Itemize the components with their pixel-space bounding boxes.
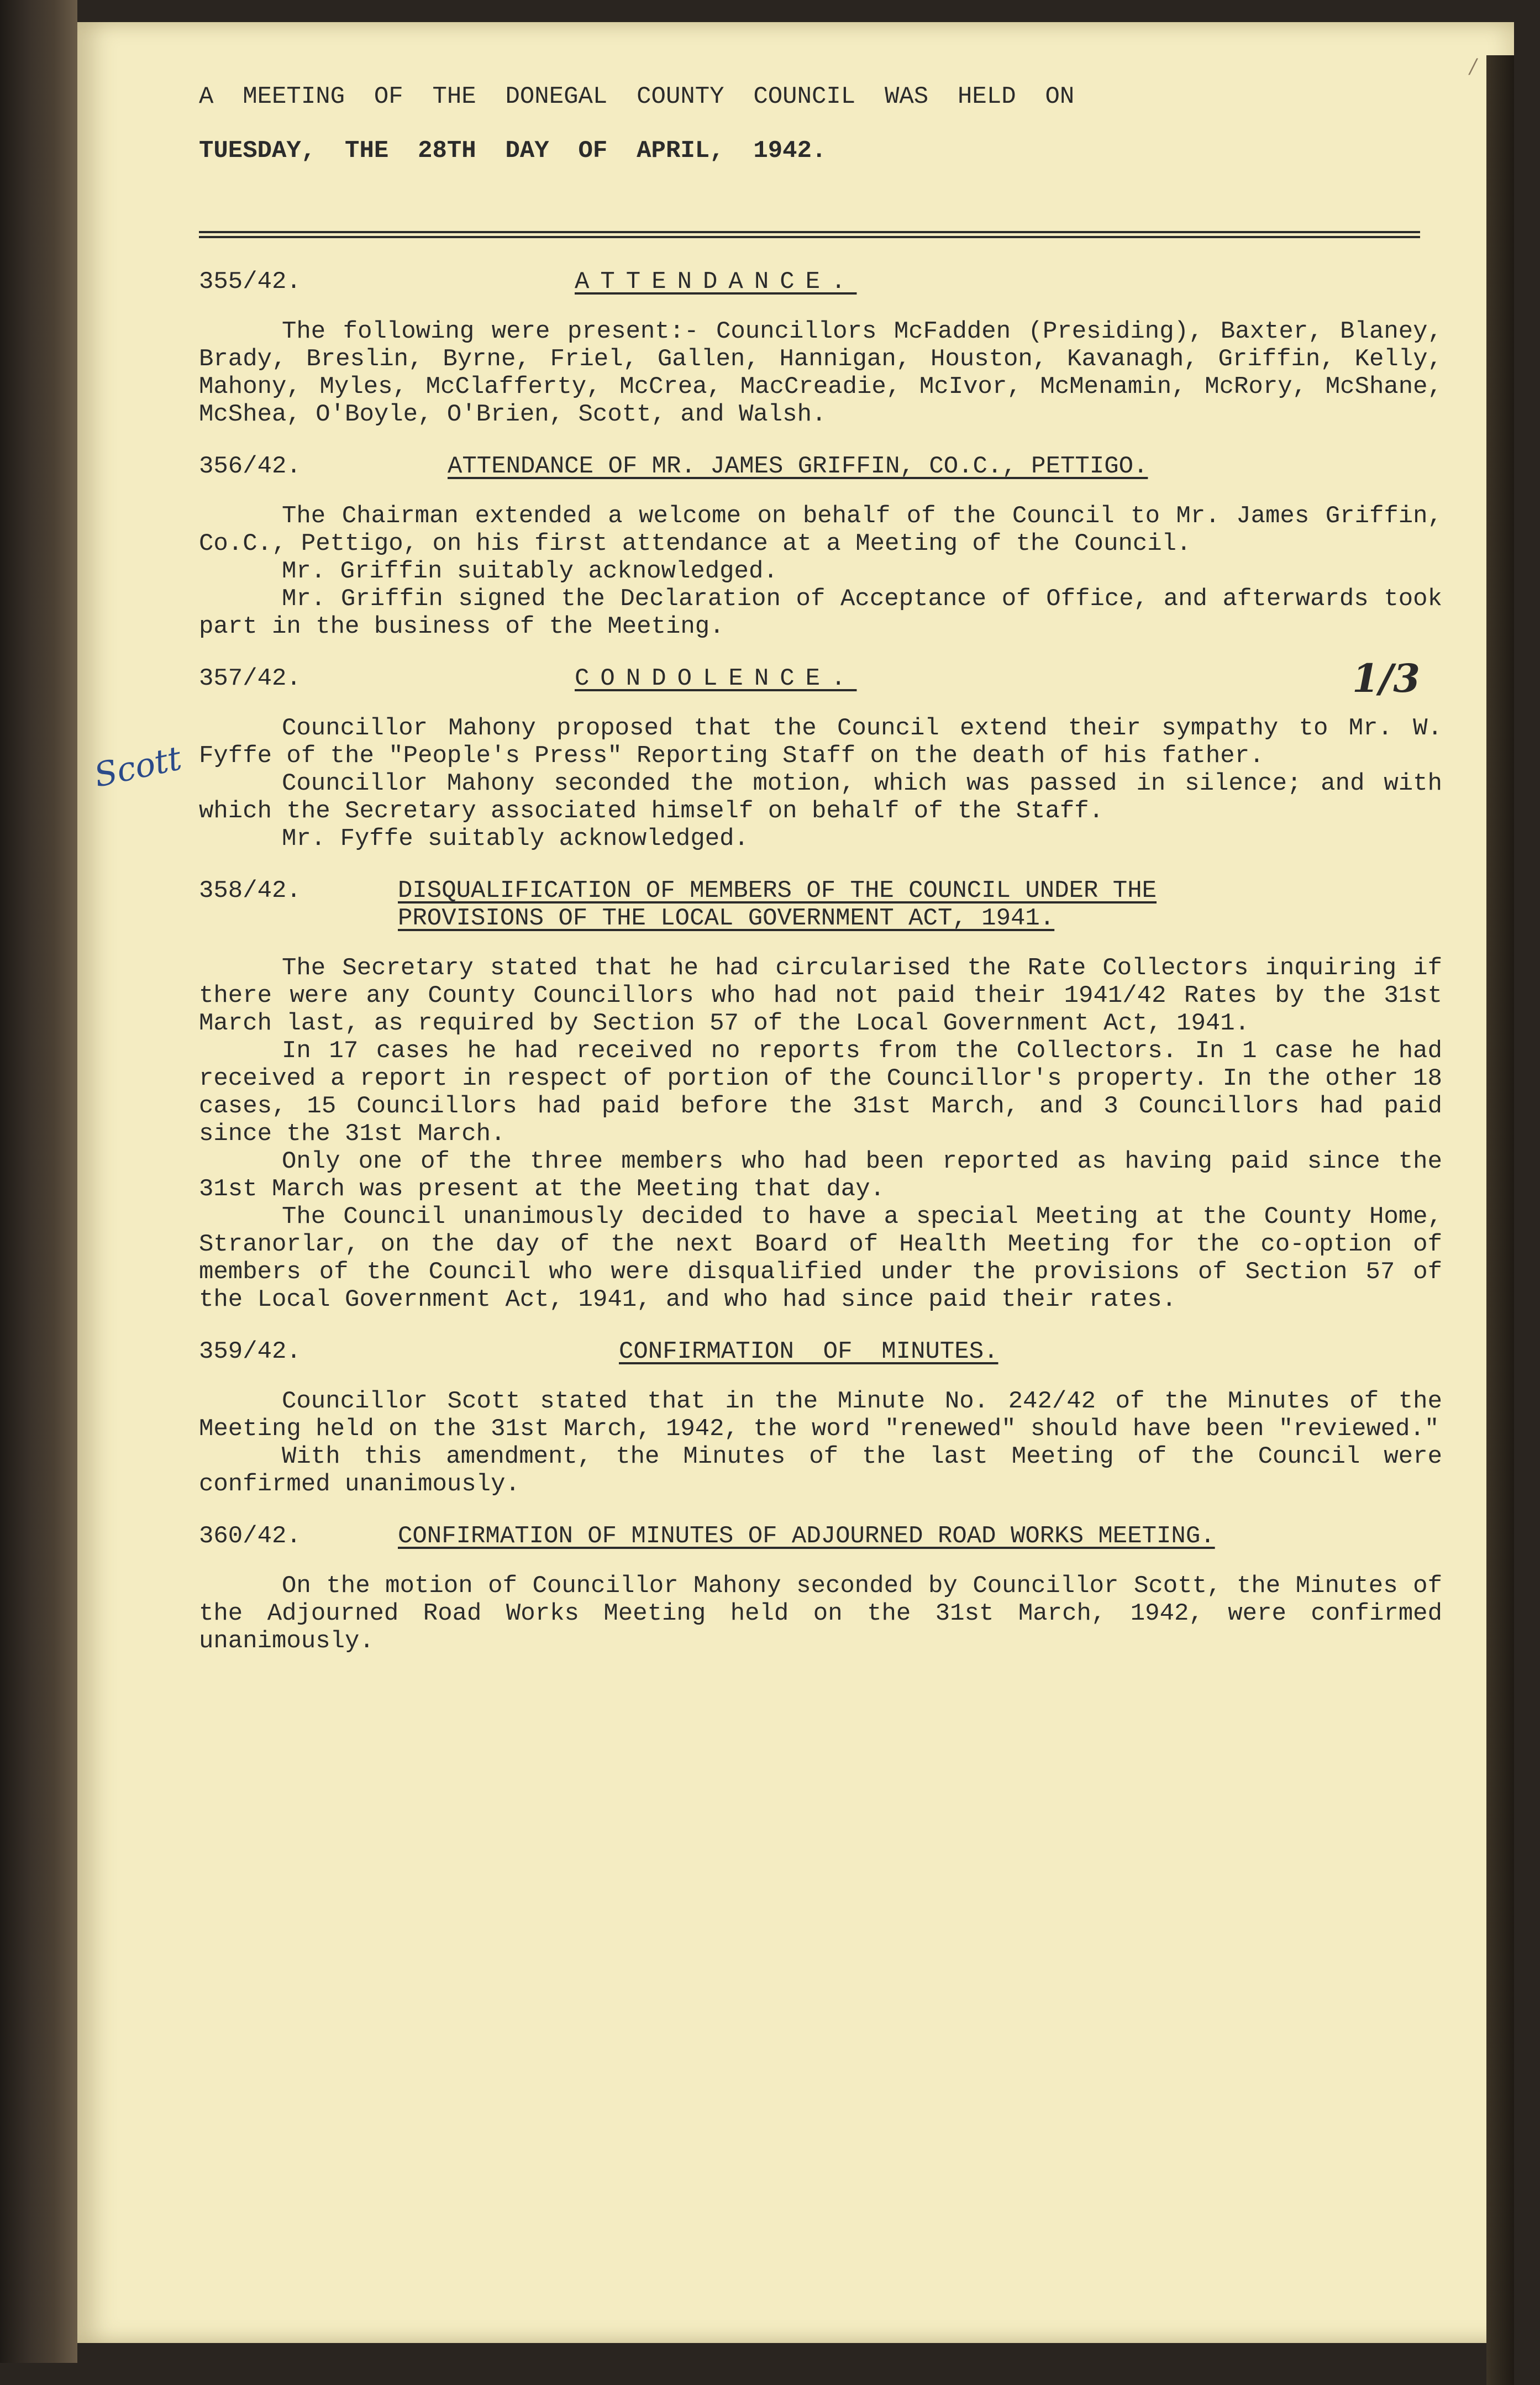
paragraph: Mr. Griffin suitably acknowledged. xyxy=(282,558,778,585)
minutes-document xyxy=(91,83,1442,1679)
double-rule-divider xyxy=(199,231,1420,238)
section-title: ATTENDANCE OF MR. JAMES GRIFFIN, CO.C., PETTIGO. xyxy=(448,453,1148,480)
section-355-attendance xyxy=(199,268,1442,428)
section-title: ATTENDANCE. xyxy=(575,268,857,296)
section-title: CONFIRMATION OF MINUTES OF ADJOURNED ROAD WORKS MEETING. xyxy=(398,1522,1215,1550)
paragraph: In 17 cases he had received no reports from the Collectors. In 1 case he had received a report in respect of portion of the Councillor's property. In the other 18 cases, 15 Councillors had paid before the 31st March, and 3 Councillors had paid since the 31st March. xyxy=(199,1037,1442,1148)
section-360-road-works xyxy=(199,1522,1442,1655)
paragraph: On the motion of Councillor Mahony seconded by Councillor Scott, the Minutes of the Adjourned Road Works Meeting held on the 31st March, 1942, were confirmed unanimously. xyxy=(199,1572,1442,1655)
section-title: DISQUALIFICATION OF MEMBERS OF THE COUNCIL UNDER THE PROVISIONS OF THE LOCAL GOVERNMENT ACT, 1941. xyxy=(398,877,1157,932)
section-357-condolence xyxy=(91,655,1442,853)
section-number: 360/42. xyxy=(199,1522,301,1550)
paragraph: Councillor Scott stated that in the Minute No. 242/42 of the Minutes of the Meeting held on the 31st March, 1942, the word "renewed" should have been "reviewed." xyxy=(199,1388,1442,1443)
handwritten-page-mark: 1/3 xyxy=(1352,655,1420,701)
section-356-griffin xyxy=(199,453,1442,640)
paragraph: The following were present:- Councillors McFadden (Presiding), Baxter, Blaney, Brady, Breslin, Byrne, Friel, Gallen, Hannigan, Houston, Kavanagh, Griffin, Kelly, Mahony, Myles, McClafferty, McCrea, MacCreadie, McIvor, McMenamin, McRory, McShane, McShea, O'Boyle, O'Brien, Scott, and Walsh. xyxy=(199,318,1442,428)
paragraph: The Chairman extended a welcome on behalf of the Council to Mr. James Griffin, Co.C., Pettigo, on his first attendance at a Meeting of the Council. xyxy=(199,502,1442,558)
paragraph: The Secretary stated that he had circularised the Rate Collectors inquiring if there were any County Councillors who had not paid their 1941/42 Rates by the 31st March last, as required by Section 57 of the Local Government Act, 1941. xyxy=(199,954,1442,1037)
section-number: 359/42. xyxy=(199,1338,301,1365)
section-title: CONDOLENCE. xyxy=(575,665,857,692)
section-number: 356/42. xyxy=(199,453,301,480)
section-number: 357/42. xyxy=(199,665,301,692)
paragraph: Councillor Mahony proposed that the Council extend their sympathy to Mr. W. Fyffe of the "People's Press" Reporting Staff on the death of his father. xyxy=(199,715,1442,770)
book-binding xyxy=(0,0,77,2363)
paragraph: Councillor Mahony seconded the motion, which was passed in silence; and with which the Secretary associated himself on behalf of the Staff. xyxy=(199,770,1442,825)
section-359-confirmation xyxy=(199,1338,1442,1498)
section-358-disqualification xyxy=(199,877,1442,1314)
paragraph: Mr. Griffin signed the Declaration of Acceptance of Office, and afterwards took part in the business of the Meeting. xyxy=(199,585,1442,640)
page-edge xyxy=(1486,55,1514,2385)
paragraph: With this amendment, the Minutes of the last Meeting of the Council were confirmed unanimously. xyxy=(199,1443,1442,1498)
paragraph: Mr. Fyffe suitably acknowledged. xyxy=(282,825,749,853)
section-number: 355/42. xyxy=(199,268,301,296)
handwritten-margin-note: Scott xyxy=(91,739,185,795)
paragraph: Only one of the three members who had been reported as having paid since the 31st March was present at the Meeting that day. xyxy=(199,1148,1442,1203)
section-title: CONFIRMATION OF MINUTES. xyxy=(619,1338,998,1365)
section-number: 358/42. xyxy=(199,877,301,905)
meeting-header-line1: A MEETING OF THE DONEGAL COUNTY COUNCIL WAS HELD ON xyxy=(199,83,1075,111)
paragraph: The Council unanimously decided to have a special Meeting at the County Home, Stranorlar, on the day of the next Board of Health Meeting for the co-option of members of the Council who were disqualified under the provisions of Section 57 of the Local Government Act, 1941, and who had since paid their rates. xyxy=(199,1203,1442,1314)
corner-pencil-mark: / xyxy=(1470,55,1477,78)
meeting-header-date: TUESDAY, THE 28TH DAY OF APRIL, 1942. xyxy=(199,137,827,165)
